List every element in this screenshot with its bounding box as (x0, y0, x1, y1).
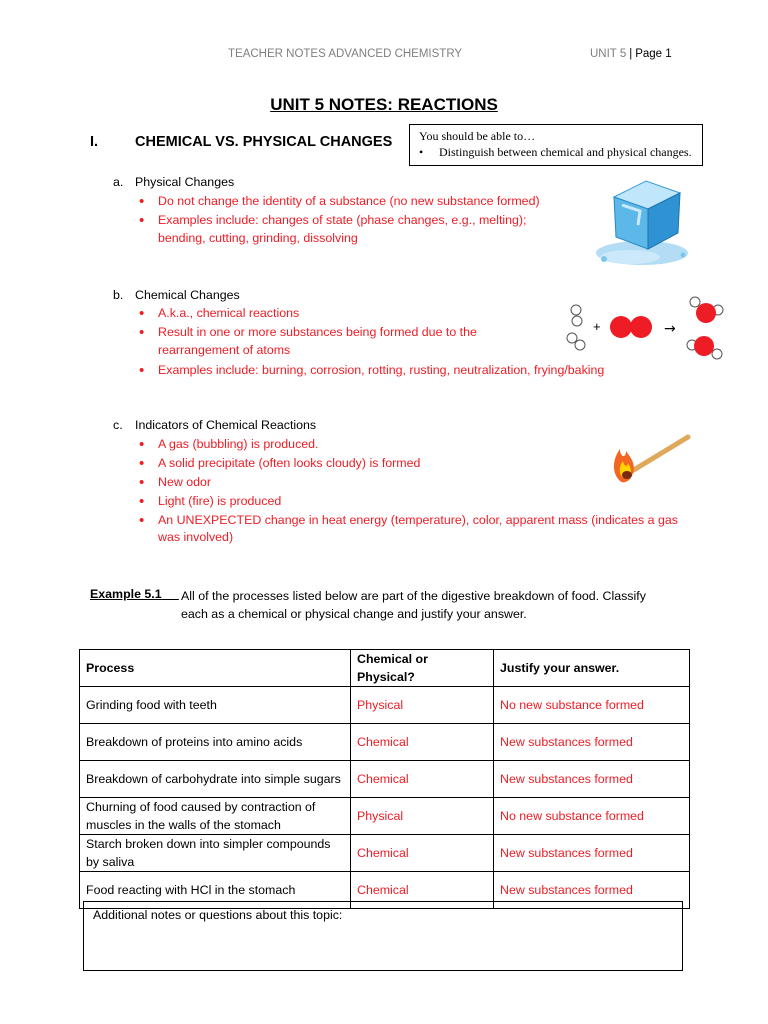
process-cell: Grinding food with teeth (80, 687, 351, 724)
table-row (80, 798, 690, 835)
header-process: Process (80, 650, 351, 687)
objective-item: • Distinguish between chemical and physical changes. (419, 145, 692, 159)
list-item: • A gas (bubbling) is produced. (139, 435, 699, 454)
table-header-row (80, 650, 690, 687)
chemical-letter: b. (113, 288, 124, 302)
classification-cell: Physical (351, 798, 494, 835)
physical-heading-text: Physical Changes (135, 175, 235, 189)
justification-cell: New substances formed (494, 761, 690, 798)
table-row (80, 761, 690, 798)
chemical-changes-list-2 (139, 361, 699, 380)
objectives-intro: You should be able to… (419, 129, 536, 143)
classification-cell: Chemical (351, 724, 494, 761)
header-chemical-or-physical: Chemical or Physical? (351, 650, 494, 687)
indicators-heading-text: Indicators of Chemical Reactions (135, 418, 317, 432)
objective-text: Distinguish between chemical and physical changes. (439, 145, 692, 159)
physical-bullet-continuation: bending, cutting, grinding, dissolving (158, 231, 358, 245)
page-title: UNIT 5 NOTES: REACTIONS (270, 95, 498, 114)
table-row (80, 724, 690, 761)
example-prompt (181, 587, 681, 623)
equation-arrow: → (664, 321, 676, 337)
table-row (80, 835, 690, 872)
process-cell: Starch broken down into simpler compounds by saliva (80, 835, 351, 872)
header-page-number: Page 1 (635, 48, 672, 60)
process-cell: Churning of food caused by contraction of muscles in the walls of the stomach (80, 798, 351, 835)
header-separator: | (629, 48, 633, 60)
list-item: • Result in one or more substances being formed due to the (139, 323, 699, 342)
list-item: • An UNEXPECTED change in heat energy (temperature), color, apparent mass (indicates a gas (139, 511, 699, 530)
list-item: • Light (fire) is produced (139, 492, 699, 511)
section-title: CHEMICAL VS. PHYSICAL CHANGES (135, 134, 393, 150)
justification-cell: New substances formed (494, 724, 690, 761)
justification-cell: No new substance formed (494, 798, 690, 835)
process-cell: Breakdown of carbohydrate into simple sugars (80, 761, 351, 798)
molecule-reaction-image (562, 298, 732, 362)
burning-match-image (608, 425, 694, 487)
indicators-letter: c. (113, 418, 123, 432)
chemical-changes-heading (113, 288, 240, 302)
process-cell: Breakdown of proteins into amino acids (80, 724, 351, 761)
chemical-bullet-continuation: rearrangement of atoms (158, 343, 291, 357)
header-left-text: TEACHER NOTES ADVANCED CHEMISTRY (228, 48, 463, 60)
classification-cell: Chemical (351, 835, 494, 872)
list-item: • Examples include: changes of state (phase changes, e.g., melting); (139, 211, 699, 230)
example-label (90, 587, 179, 601)
classification-cell: Chemical (351, 761, 494, 798)
melting-ice-cube-image (590, 175, 690, 270)
header-justify: Justify your answer. (494, 650, 690, 687)
section-number: I. (90, 134, 99, 150)
additional-notes-label: Additional notes or questions about this topic: (93, 908, 343, 922)
header-unit: UNIT 5 (590, 48, 627, 60)
list-item: • A.k.a., chemical reactions (139, 304, 699, 323)
example-text-line-1: All of the processes listed below are part of the digestive breakdown of food. Classify (181, 589, 646, 603)
table-row (80, 687, 690, 724)
example-text-line-2: each as a chemical or physical change and justify your answer. (181, 607, 527, 621)
list-item: • Examples include: burning, corrosion, rotting, rusting, neutralization, frying/baking (139, 361, 699, 380)
list-item: • Do not change the identity of a substance (no new substance formed) (139, 192, 699, 211)
equation-plus: + (593, 319, 601, 334)
classification-cell: Physical (351, 687, 494, 724)
header-page-info (590, 48, 672, 60)
list-item: • New odor (139, 473, 699, 492)
list-item: • A solid precipitate (often looks cloudy) is formed (139, 454, 699, 473)
justification-cell: No new substance formed (494, 687, 690, 724)
justification-cell: New substances formed (494, 835, 690, 872)
classification-table (79, 649, 690, 909)
indicators-heading (113, 418, 316, 432)
justification-cell: New substances formed (494, 872, 690, 909)
additional-notes-box[interactable] (83, 901, 683, 971)
chemical-heading-text: Chemical Changes (135, 288, 240, 302)
physical-letter: a. (113, 175, 124, 189)
classification-cell: Chemical (351, 872, 494, 909)
indicators-bullet-continuation: was involved) (158, 530, 234, 544)
example-label-text: Example 5.1 (90, 587, 162, 601)
process-cell: Food reacting with HCl in the stomach (80, 872, 351, 909)
physical-changes-heading (113, 175, 234, 189)
objectives-box (409, 124, 703, 166)
